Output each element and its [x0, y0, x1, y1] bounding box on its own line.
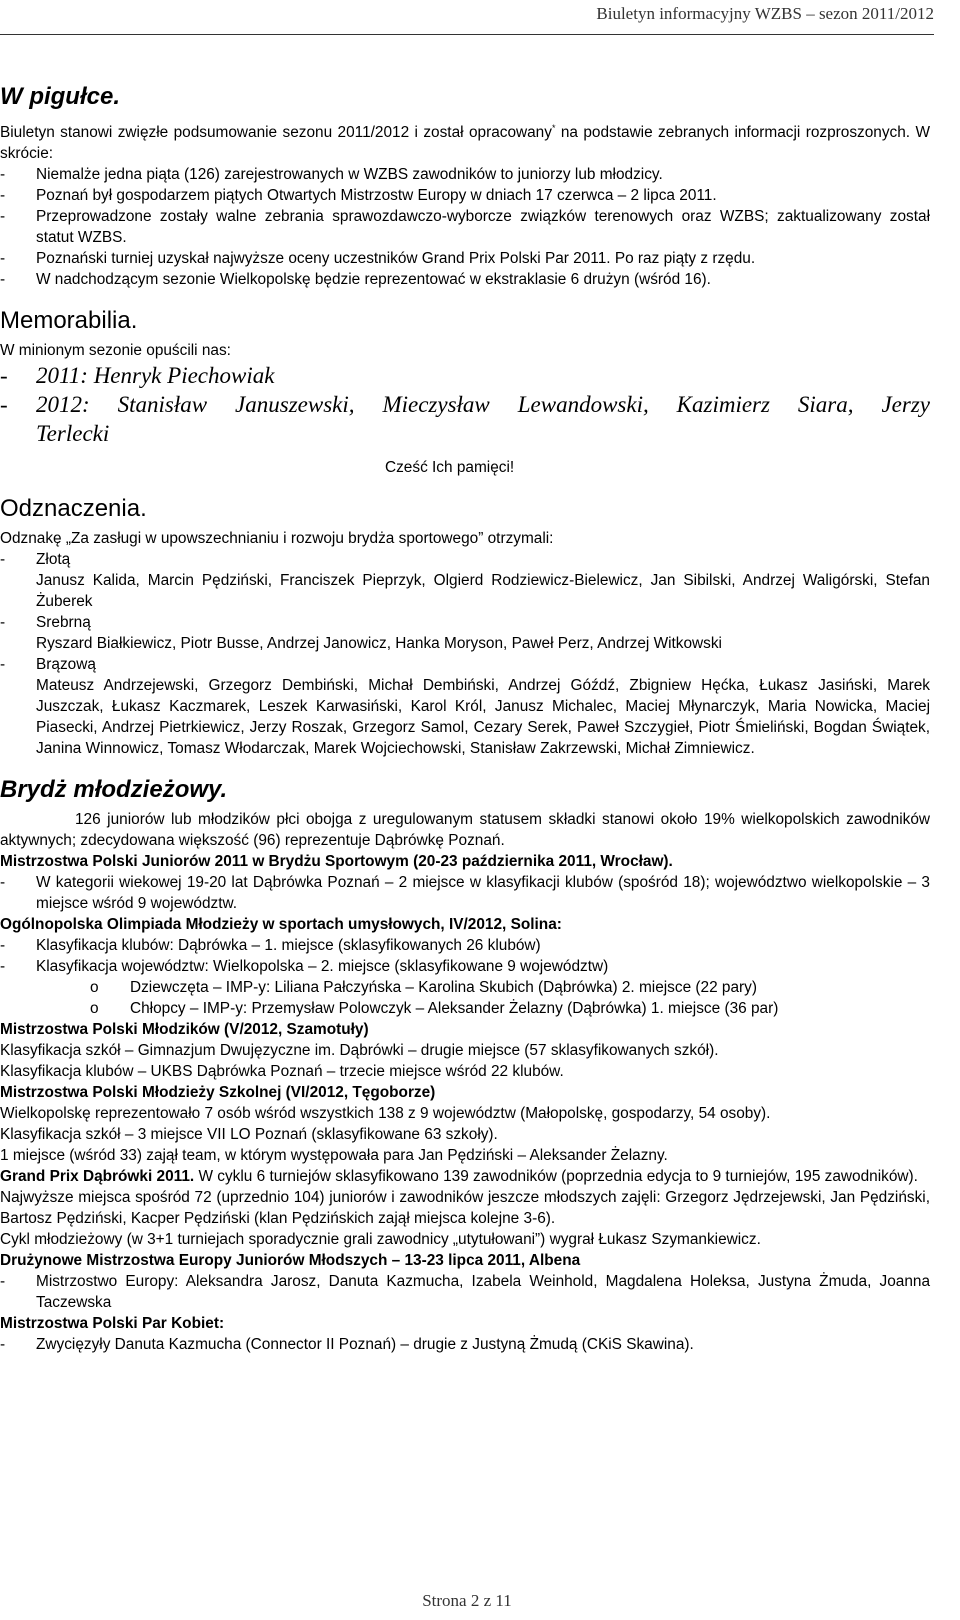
memorial-line-2012: - 2012: Stanisław Januszewski, Mieczysław Lewandowski, Kazimierz Siara, Jerzy — [0, 390, 930, 419]
olimpiada-item: - Klasyfikacja województw: Wielkopolska – 2. miejsce (sklasyfikowane 9 województw) — [0, 956, 930, 977]
section-heading-pigulka: W pigułce. — [0, 83, 120, 110]
olimpiada-subitem: o Dziewczęta – IMP-y: Liliana Pałczyńska – Karolina Skubich (Dąbrówka) 2. miejsce (22 pary) — [0, 977, 930, 998]
dme-item: - Mistrzostwo Europy: Aleksandra Jarosz, Danuta Kazmucha, Izabela Weinhold, Magdalena Holeksa, Justyna Żmuda, Joanna Taczewska — [0, 1271, 930, 1313]
mpms-title: Mistrzostwa Polski Młodzieży Szkolnej (VI/2012, Tęgoborze) — [0, 1084, 436, 1102]
pigulka-item: - Przeprowadzone zostały walne zebrania sprawozdawczo-wyborcze związków terenowych oraz WZBS; zaktualizowany został statut WZBS. — [0, 206, 930, 248]
mpj-item: - W kategorii wiekowej 19-20 lat Dąbrówka Poznań – 2 miejsce w klasyfikacji klubów (spośród 18); województwo wielkopolskie – 3 miejsce wśród 9 województw. — [0, 872, 930, 914]
mpm-line: Klasyfikacja szkół – Gimnazjum Dwujęzyczne im. Dąbrówki – drugie miejsce (57 sklasyfikowanych szkół). — [0, 1042, 719, 1060]
pigulka-item: - W nadchodzącym sezonie Wielkopolskę będzie reprezentować w ekstraklasie 6 drużyn (wśród 16). — [0, 269, 930, 290]
grand-prix-paragraph — [0, 1166, 930, 1187]
mpms-line: Wielkopolskę reprezentowało 7 osób wśród wszystkich 138 z 9 województw (Małopolskę, gospodarzy, 54 osoby). — [0, 1105, 771, 1123]
pigulka-intro — [0, 118, 930, 164]
grand-prix-title: Grand Prix Dąbrówki 2011. — [0, 1168, 195, 1186]
section-heading-memorabilia: Memorabilia. — [0, 307, 138, 335]
pigulka-item: - Niemalże jedna piąta (126) zarejestrowanych w WZBS zawodników to juniorzy lub młodzicy. — [0, 164, 930, 185]
mpms-line: Klasyfikacja szkół – 3 miejsce VII LO Poznań (sklasyfikowane 63 szkoły). — [0, 1126, 498, 1144]
pigulka-intro-end: na podstawie zebranych informacji rozproszonych. W skrócie: — [0, 124, 930, 163]
memorial-line-2011: - 2011: Henryk Piechowiak — [0, 361, 930, 390]
grand-prix-youth-cycle: Cykl młodzieżowy (w 3+1 turniejach sporadycznie grali zawodnicy „utytułowani”) wygrał Łukasz Szymankiewicz. — [0, 1231, 761, 1249]
header-rule — [0, 34, 934, 35]
brydz-intro: 126 juniorów lub młodzików płci obojga z uregulowanym statusem składki stanowi około 19% wielkopolskich zawodników aktywnych; zdecydowana większość (96) reprezentuje Dąbrówkę Poznań. — [0, 811, 930, 850]
olimpiada-title: Ogólnopolska Olimpiada Młodzieży w sportach umysłowych, IV/2012, Solina: — [0, 916, 562, 934]
mppk-title: Mistrzostwa Polski Par Kobiet: — [0, 1315, 225, 1333]
section-heading-odznaczenia: Odznaczenia. — [0, 495, 147, 523]
award-names-silver: Ryszard Białkiewicz, Piotr Busse, Andrzej Janowicz, Hanka Moryson, Paweł Perz, Andrzej Witkowski — [36, 635, 722, 653]
grand-prix-results: Najwyższe miejsca spośród 72 (uprzednio 104) juniorów i zawodników jeszcze młodszych zajęli: Grzegorz Jędrzejewski, Jan Pędziński, Bartosz Pędziński, Kacper Pędziński (klan Pędzińskich zajął miejsca kolejne 3-6). — [0, 1189, 930, 1228]
footnote-mark: * — [551, 123, 556, 133]
memorial-closing: Cześć Ich pamięci! — [385, 459, 515, 477]
mpj-title: Mistrzostwa Polski Juniorów 2011 w Brydżu Sportowym (20-23 października 2011, Wrocław). — [0, 853, 673, 871]
mpms-line: 1 miejsce (wśród 33) zajął team, w którym występowała para Jan Pędziński – Aleksander Żelazny. — [0, 1147, 668, 1165]
pigulka-item: - Poznań był gospodarzem piątych Otwartych Mistrzostw Europy w dniach 17 czerwca – 2 lipca 2011. — [0, 185, 930, 206]
document-body — [0, 78, 930, 1355]
award-label-silver: - Srebrną — [0, 612, 930, 633]
olimpiada-subitem: o Chłopcy – IMP-y: Przemysław Polowczyk – Aleksander Żelazny (Dąbrówka) 1. miejsce (36 par) — [0, 998, 930, 1019]
award-names-bronze: Mateusz Andrzejewski, Grzegorz Dembiński, Michał Dembiński, Andrzej Góźdź, Zbigniew Hęćka, Łukasz Jasiński, Marek Juszczak, Łukasz Kaczmarek, Leszek Karwasiński, Karol Król, Janusz Michalec, Maciej Młynarczyk, Maria Nowicka, Maciej Piasecki, Andrzej Pietrkiewicz, Jerzy Roszak, Grzegorz Samol, Cezary Serek, Paweł Szczygieł, Piotr Śmieliński, Bogdan Świątek, Janina Winnowicz, Tomasz Włodarczak, Marek Wojciechowski, Stanisław Zakrzewski, Michał Zimniewicz. — [36, 677, 930, 758]
dme-title: Drużynowe Mistrzostwa Europy Juniorów Młodszych – 13-23 lipca 2011, Albena — [0, 1252, 581, 1270]
running-header: Biuletyn informacyjny WZBS – sezon 2011/2012 — [596, 4, 934, 23]
olimpiada-item: - Klasyfikacja klubów: Dąbrówka – 1. miejsce (sklasyfikowanych 26 klubów) — [0, 935, 930, 956]
award-names-gold: Janusz Kalida, Marcin Pędziński, Franciszek Pieprzyk, Olgierd Rodziewicz-Bielewicz, Jan Sibilski, Andrzej Waligórski, Stefan Żuberek — [36, 572, 930, 611]
award-label-gold: - Złotą — [0, 549, 930, 570]
pigulka-item: - Poznański turniej uzyskał najwyższe oceny uczestników Grand Prix Polski Par 2011. Po raz piąty z rzędu. — [0, 248, 930, 269]
section-heading-brydz: Brydż młodzieżowy. — [0, 776, 228, 804]
pigulka-intro-text: Biuletyn stanowi zwięzłe podsumowanie sezonu 2011/2012 i został opracowany — [0, 124, 552, 142]
mpm-line: Klasyfikacja klubów – UKBS Dąbrówka Poznań – trzecie miejsce wśród 22 klubów. — [0, 1063, 564, 1081]
mpm-title: Mistrzostwa Polski Młodzików (V/2012, Szamotuły) — [0, 1021, 369, 1039]
odznaczenia-intro: Odznakę „Za zasługi w upowszechnianiu i rozwoju brydża sportowego” otrzymali: — [0, 530, 554, 548]
page-number: Strona 2 z 11 — [422, 1591, 512, 1610]
memorial-line-2012-cont: Terlecki — [36, 421, 110, 447]
mppk-item: - Zwycięzyły Danuta Kazmucha (Connector II Poznań) – drugie z Justyną Żmudą (CKiS Skawina). — [0, 1334, 930, 1355]
grand-prix-text: W cyklu 6 turniejów sklasyfikowano 139 zawodników (poprzednia edycja to 9 turniejów, 195 zawodników). — [194, 1168, 918, 1186]
award-label-bronze: - Brązową — [0, 654, 930, 675]
memorabilia-intro: W minionym sezonie opuścili nas: — [0, 342, 231, 360]
